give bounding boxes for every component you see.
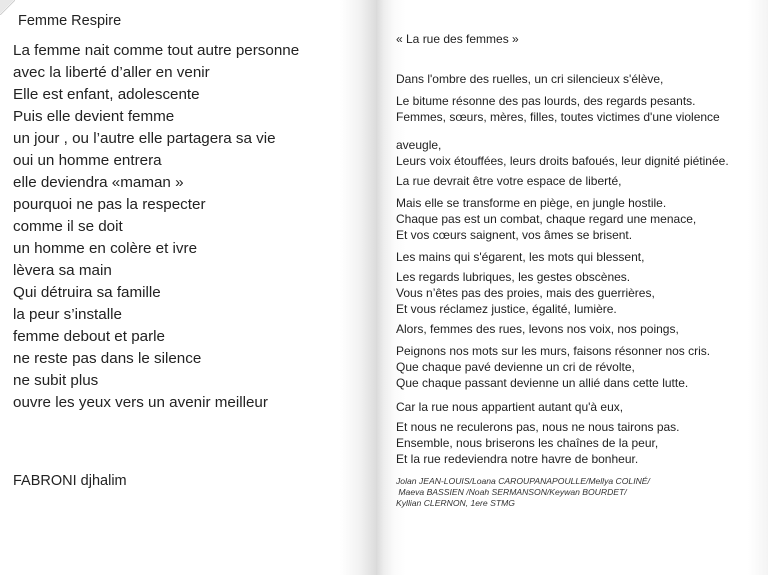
left-page [0,0,376,575]
poem-line: Leurs voix étouffées, leurs droits bafoués, leur dignité piétinée. [396,154,729,168]
poem-line: comme il se doit [13,218,123,235]
poem-title: « La rue des femmes » [396,32,519,46]
poem-line: La femme nait comme tout autre personne [13,42,300,59]
poem-line: aveugle, [396,138,442,152]
poem-line: un jour , ou l’autre elle partagera sa vie [13,130,276,147]
poem-line: Et vous réclamez justice, égalité, lumière. [396,302,617,316]
poem-line: ne subit plus [13,372,99,389]
credits-line: Kyllian CLERNON, 1ere STMG [396,498,515,508]
poem-line: Et nous ne reculerons pas, nous ne nous tairons pas. [396,420,680,434]
poem-line: ouvre les yeux vers un avenir meilleur [13,394,268,411]
poem-line: avec la liberté d’aller en venir [13,64,210,81]
poem-line: La rue devrait être votre espace de liberté, [396,174,622,188]
poem-line: Ensemble, nous briserons les chaînes de la peur, [396,436,659,450]
poem-line: femme debout et parle [13,328,165,345]
poem-line: Et vos cœurs saignent, vos âmes se brisent. [396,228,633,242]
poem-line: Chaque pas est un combat, chaque regard une menace, [396,212,697,226]
poem-line: Et la rue redeviendra notre havre de bonheur. [396,452,639,466]
poem-line: lèvera sa main [13,262,112,279]
poem-line: Mais elle se transforme en piège, en jungle hostile. [396,196,667,210]
poem-line: Femmes, sœurs, mères, filles, toutes victimes d'une violence [396,110,720,124]
poem-line: elle deviendra «maman » [13,174,184,191]
poem-line: ne reste pas dans le silence [13,350,202,367]
page-curl-edge [0,0,15,15]
poem-author: FABRONI djhalim [13,473,127,489]
poem-line: un homme en colère et ivre [13,240,198,257]
poem-line: Que chaque pavé devienne un cri de révolte, [396,360,635,374]
poem-line: Qui détruira sa famille [13,284,161,301]
poem-line: Que chaque passant devienne un allié dans cette lutte. [396,376,689,390]
poem-line: Les regards lubriques, les gestes obscènes. [396,270,631,284]
poem-line: oui un homme entrera [13,152,162,169]
poem-line: Peignons nos mots sur les murs, faisons résonner nos cris. [396,344,711,358]
poem-line: Car la rue nous appartient autant qu'à eux, [396,400,624,414]
poem-line: la peur s’installe [13,306,122,323]
poem-line: Elle est enfant, adolescente [13,86,200,103]
right-page [376,0,768,575]
poem-line: Le bitume résonne des pas lourds, des regards pesants. [396,94,696,108]
poem-line: Les mains qui s'égarent, les mots qui blessent, [396,250,645,264]
credits-line: Maeva BASSIEN /Noah SERMANSON/Keywan BOURDET/ [396,487,627,497]
poem-line: Dans l'ombre des ruelles, un cri silencieux s'élève, [396,72,664,86]
poem-line: pourquoi ne pas la respecter [13,196,206,213]
poem-title: Femme Respire [18,13,122,29]
poem-line: Alors, femmes des rues, levons nos voix, nos poings, [396,322,679,336]
poem-line: Puis elle devient femme [13,108,175,125]
poem-line: Vous n’êtes pas des proies, mais des guerrières, [396,286,655,300]
credits-line: Jolan JEAN-LOUIS/Loana CAROUPANAPOULLE/Mellya COLINÉ/ [396,476,650,486]
